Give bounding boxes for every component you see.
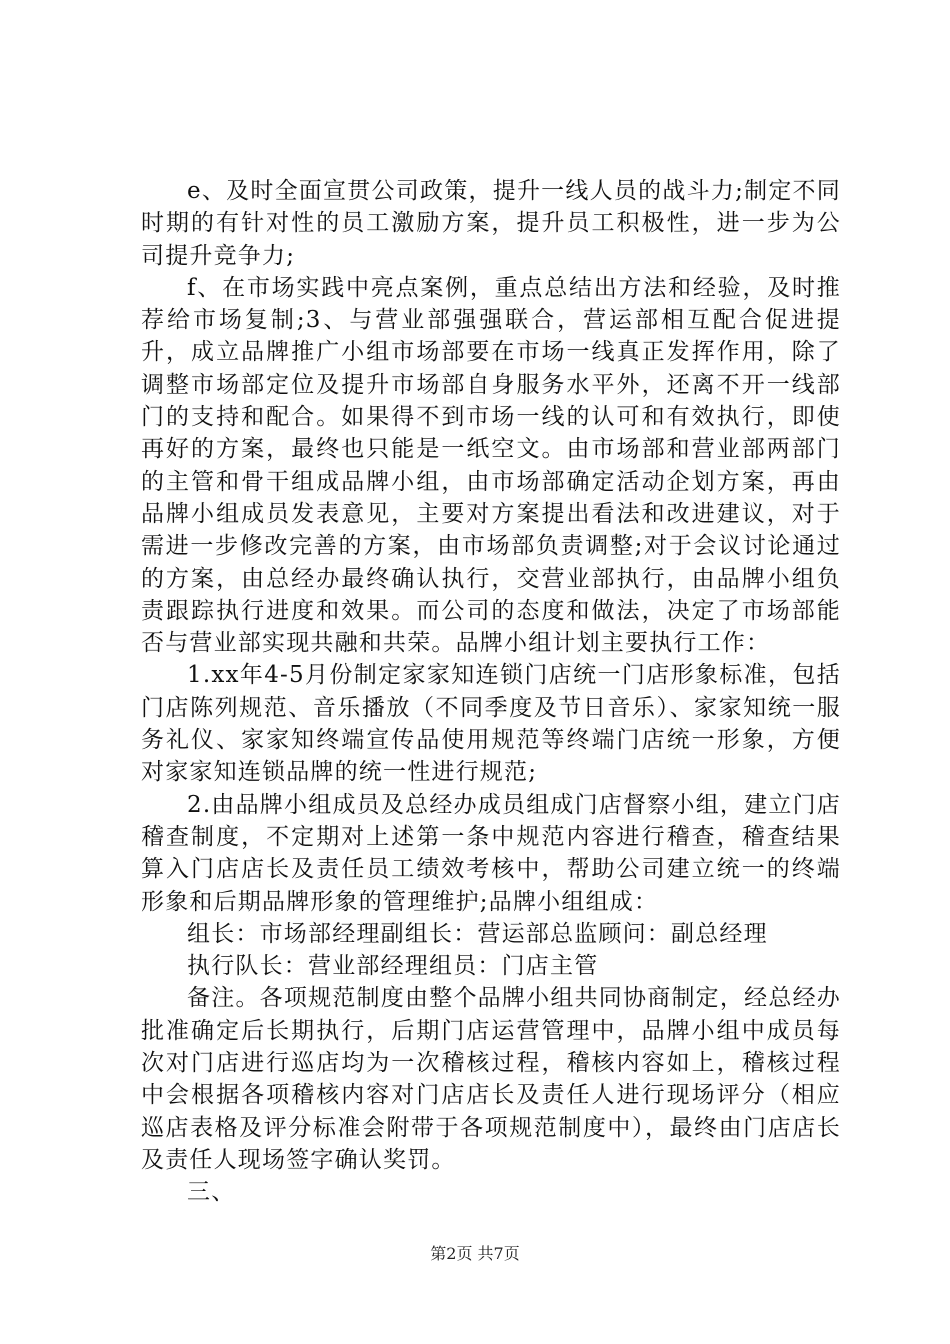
paragraph-section-three: 三、: [187, 1179, 236, 1206]
paragraph-e: e、及时全面宣贯公司政策，提升一线人员的战斗力;制定不同时期的有针对性的员工激励方案，提升员工积极性，进一步为公司提升竞争力;: [141, 178, 841, 269]
document-body: [141, 175, 841, 1209]
paragraph-team-members: 执行队长：营业部经理组员：门店主管: [187, 953, 599, 980]
paragraph-f: f、在市场实践中亮点案例，重点总结出方法和经验，及时推荐给市场复制;3、与营业部强强联合，营运部相互配合促进提升，成立品牌推广小组市场部要在市场一线真正发挥作用，除了调整市场部定位及提升市场部自身服务水平外，还离不开一线部门的支持和配合。如果得不到市场一线的认可和有效执行，即使再好的方案，最终也只能是一纸空文。由市场部和营业部两部门的主管和骨干组成品牌小组，由市场部确定活动企划方案，再由品牌小组成员发表意见，主要对方案提出看法和改进建议，对于需进一步修改完善的方案，由市场部负责调整;对于会议讨论通过的方案，由总经办最终确认执行，交营业部执行，由品牌小组负责跟踪执行进度和效果。而公司的态度和做法，决定了市场部能否与营业部实现共融和共荣。品牌小组计划主要执行工作：: [141, 274, 841, 657]
paragraph-item-2: 2.由品牌小组成员及总经办成员组成门店督察小组，建立门店稽查制度，不定期对上述第一条中规范内容进行稽查，稽查结果算入门店店长及责任员工绩效考核中，帮助公司建立统一的终端形象和后期品牌形象的管理维护;品牌小组组成：: [141, 791, 841, 915]
paragraph-item-1: 1.xx年4-5月份制定家家知连锁门店统一门店形象标准，包括门店陈列规范、音乐播放（不同季度及节日音乐）、家家知统一服务礼仪、家家知终端宣传品使用规范等终端门店统一形象，方便对家家知连锁品牌的统一性进行规范;: [141, 662, 841, 786]
paragraph-team-leaders: 组长：市场部经理副组长：营运部总监顾问：副总经理: [187, 920, 768, 947]
page-number-footer: 第2页 共7页: [430, 1244, 520, 1263]
paragraph-remarks: 备注。各项规范制度由整个品牌小组共同协商制定，经总经办批准确定后长期执行，后期门店运营管理中，品牌小组中成员每次对门店进行巡店均为一次稽核过程，稽核内容如上，稽核过程中会根据各项稽核内容对门店店长及责任人进行现场评分（相应巡店表格及评分标准会附带于各项规范制度中），最终由门店店长及责任人现场签字确认奖罚。: [141, 985, 841, 1173]
